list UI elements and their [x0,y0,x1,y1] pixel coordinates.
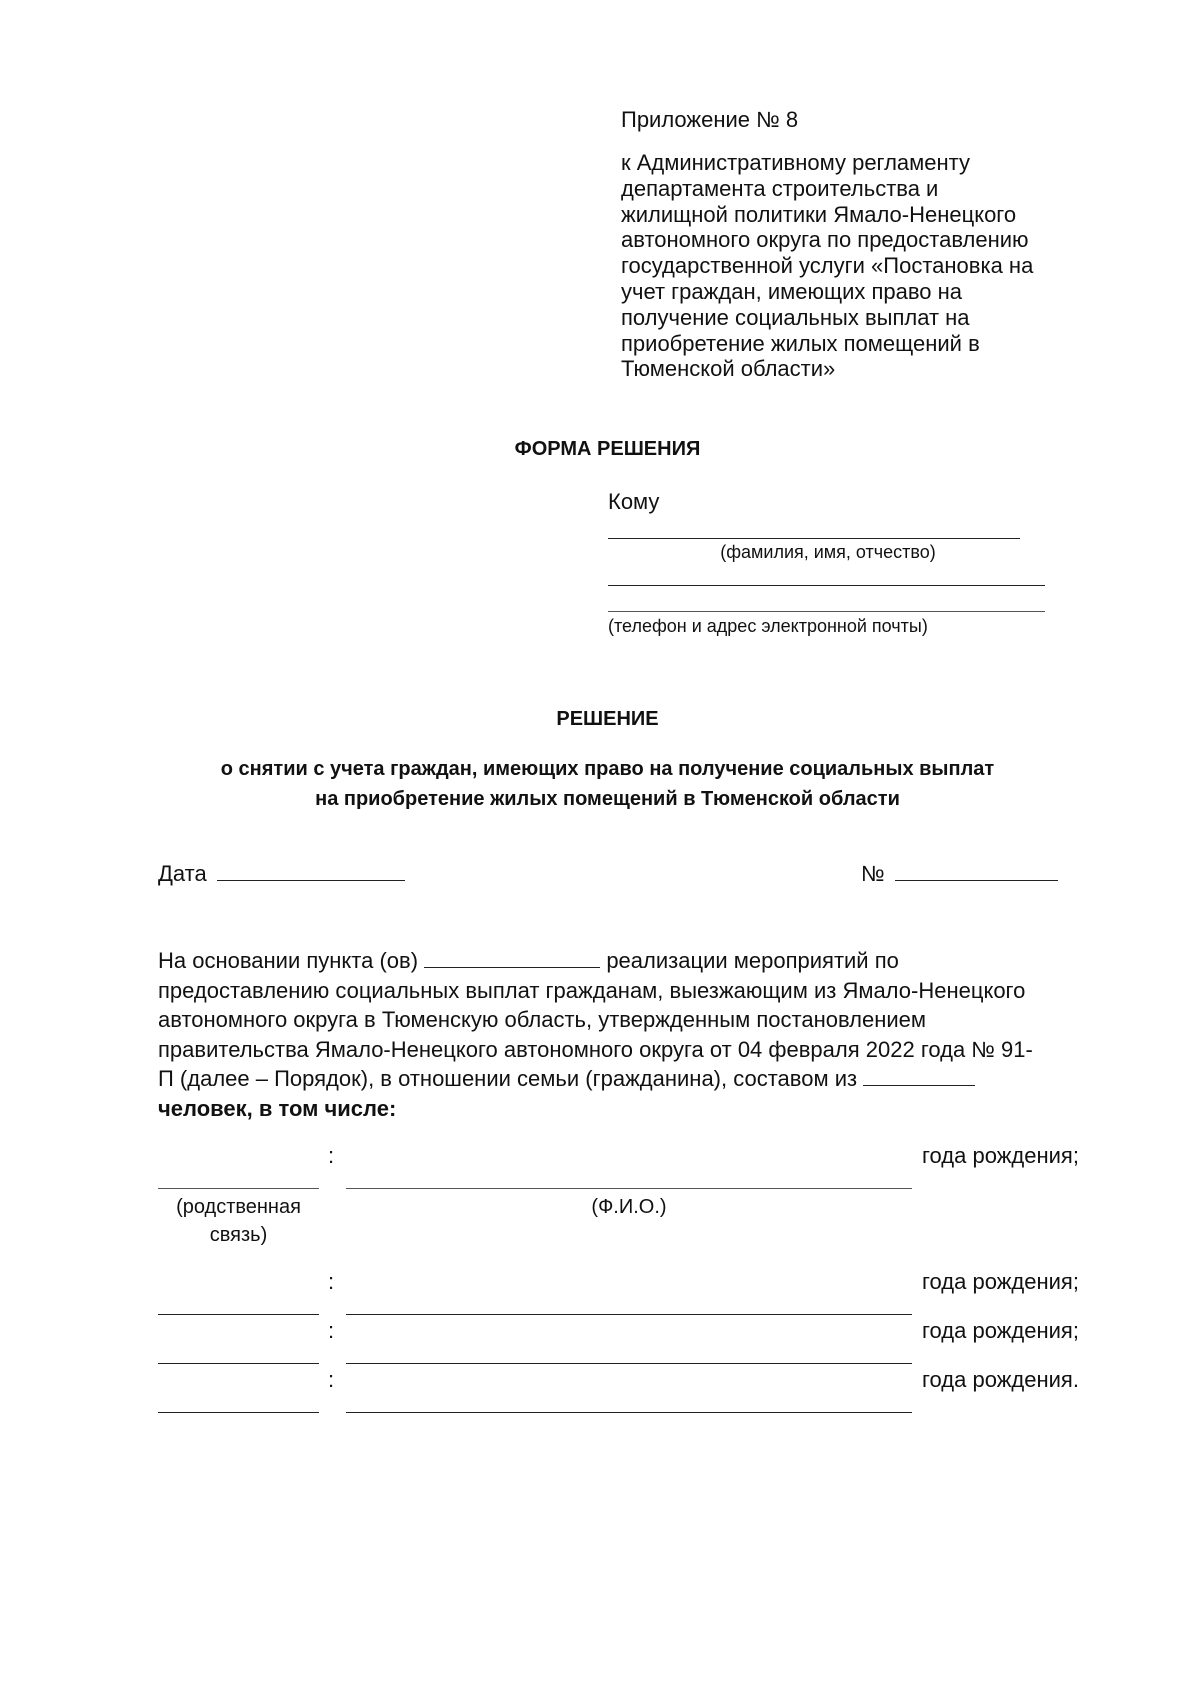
form-title: ФОРМА РЕШЕНИЯ [514,438,701,460]
body-text: реализации мероприятий по [606,948,899,973]
family-colon: : [328,1143,335,1168]
appendix-line: к Административному регламенту [621,150,971,175]
appendix-line: департамента строительства и [621,175,939,201]
body-line [158,946,1078,976]
relation-line [158,1188,319,1189]
body-line [158,1064,1078,1094]
number-field [861,860,1058,888]
members-count-blank [863,1065,975,1086]
fio-line [346,1412,912,1413]
family-colon: : [328,1269,335,1294]
number-blank [895,860,1058,881]
date-blank [217,860,405,881]
appendix-line: государственной услуги «Постановка на [621,253,1034,279]
body-line: человек, в том числе: [158,1095,397,1121]
family-colon: : [328,1318,335,1343]
appendix-line: учет граждан, имеющих право на [621,278,963,304]
clause-blank [424,947,600,968]
body-line: предоставлению социальных выплат гражданам, выезжающим из Ямало-Ненецкого [158,977,1026,1003]
appendix-line: жилищной политики Ямало-Ненецкого [621,201,1017,227]
appendix-line: приобретение жилых помещений в [621,330,980,356]
fio-line [346,1188,912,1189]
recipient-fio-caption: (фамилия, имя, отчество) [720,542,936,562]
decision-title: РЕШЕНИЕ [556,708,659,730]
relation-line [158,1363,319,1364]
decision-subtitle [100,754,1115,814]
body-line: правительства Ямало-Ненецкого автономного округа от 04 февраля 2022 года № 91- [158,1036,1033,1062]
fio-line [346,1314,912,1315]
body-paragraph [158,946,1078,1123]
fio-line [346,1363,912,1364]
body-text: П (далее – Порядок), в отношении семьи (гражданина), составом из [158,1066,858,1091]
body-line: автономного округа в Тюменскую область, утвержденным постановлением [158,1007,927,1032]
family-row-suffix: года рождения. [922,1367,1079,1392]
decision-subtitle-line: на приобретение жилых помещений в Тюменской области [315,788,900,810]
fio-caption: (Ф.И.О.) [591,1196,667,1218]
recipient-fio-line [608,538,1020,539]
family-row-suffix: года рождения; [922,1318,1079,1343]
appendix-number: Приложение № 8 [621,107,799,132]
decision-subtitle-line: о снятии с учета граждан, имеющих право на получение социальных выплат [220,758,995,780]
appendix-line: автономного округа по предоставлению [621,227,1029,253]
recipient-contact-line [608,611,1045,612]
date-field [158,860,405,888]
family-row-suffix: года рождения; [922,1269,1079,1294]
appendix-line: Тюменской области» [621,356,836,382]
recipient-to-label: Кому [608,489,660,514]
recipient-extra-line [608,585,1045,586]
appendix-text [621,150,1081,382]
relation-line [158,1314,319,1315]
appendix-line: получение социальных выплат на [621,304,970,330]
date-label: Дата [158,861,207,886]
relation-caption: (родственная связь) [176,1196,301,1246]
family-row-suffix: года рождения; [922,1143,1079,1168]
body-text: На основании пункта (ов) [158,948,419,973]
relation-line [158,1412,319,1413]
number-label: № [861,861,885,886]
family-colon: : [328,1367,335,1392]
recipient-contact-caption: (телефон и адрес электронной почты) [608,616,928,636]
